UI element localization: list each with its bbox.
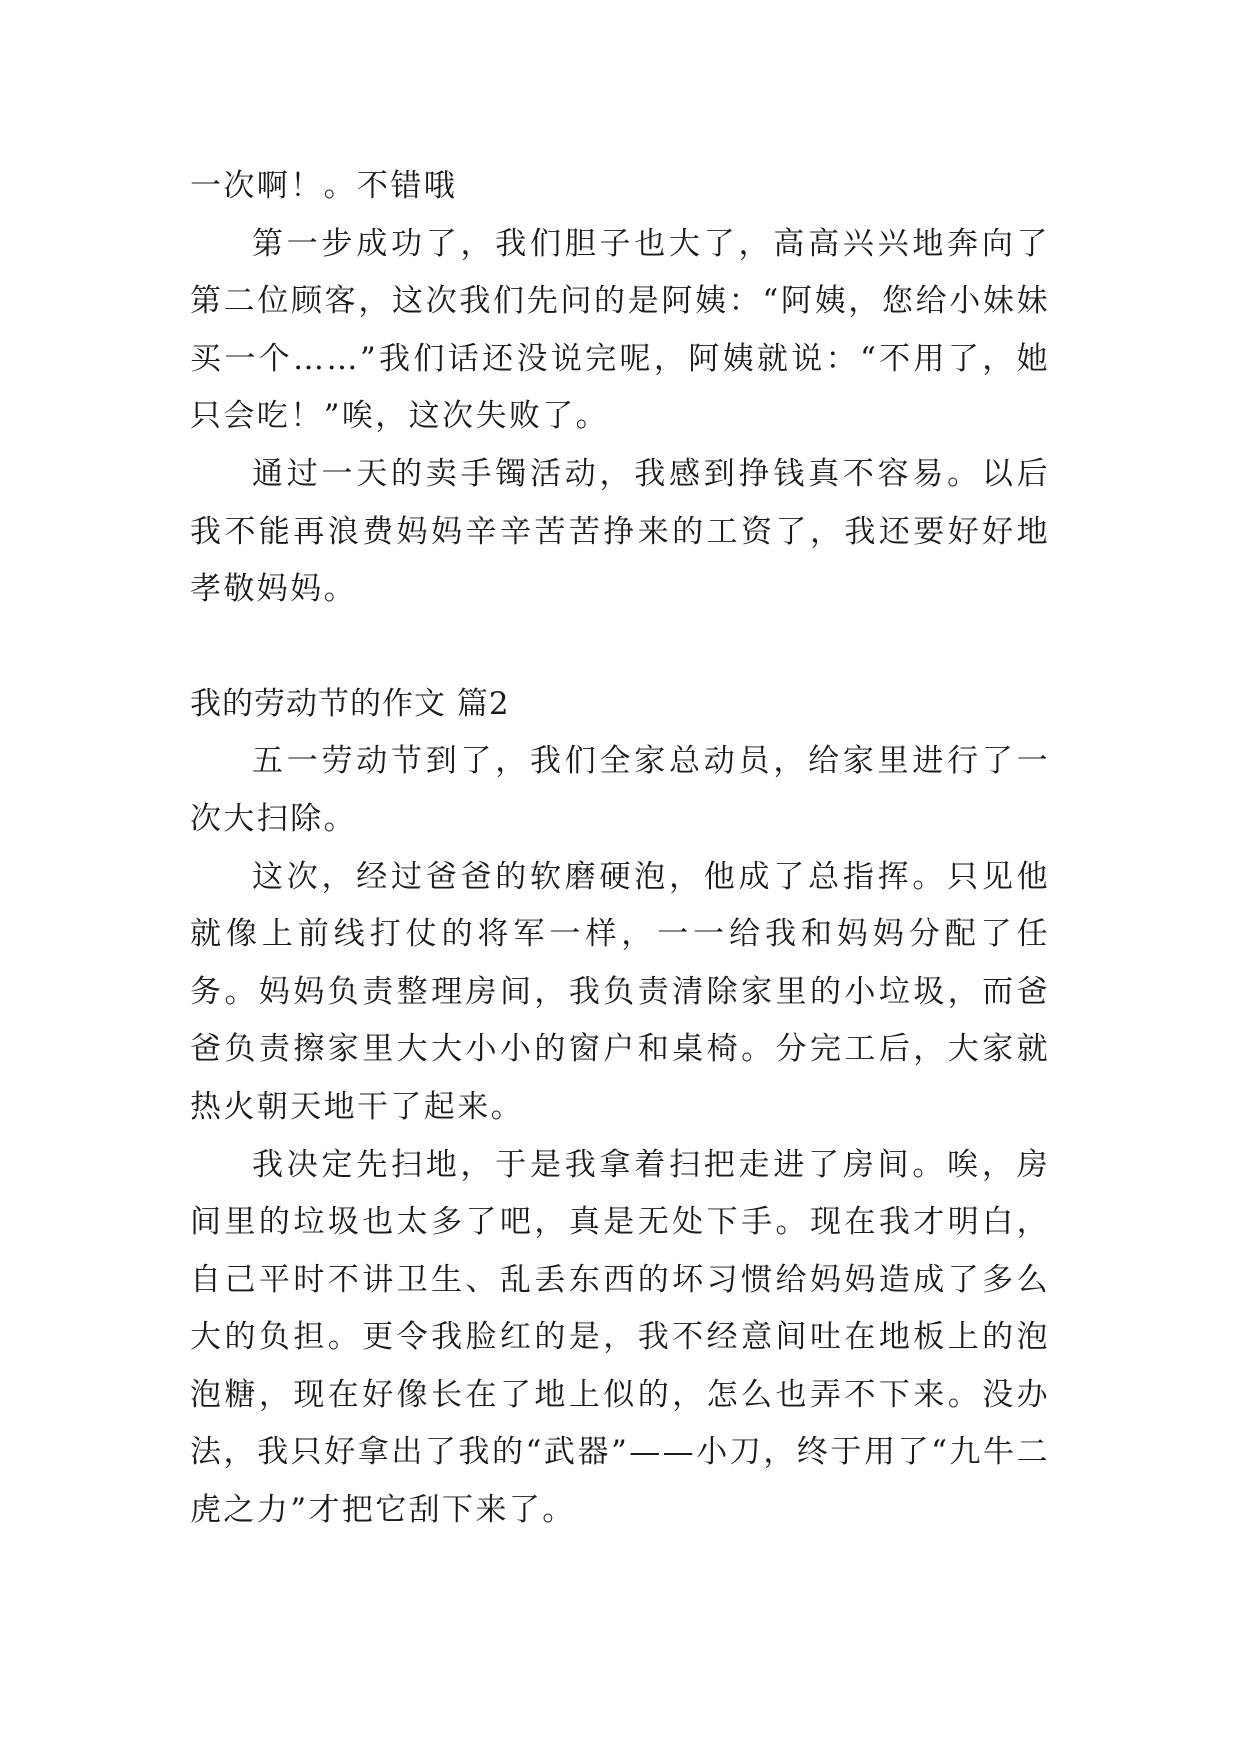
- paragraph-continuation: 一次啊！。不错哦: [190, 168, 458, 204]
- document-body: [190, 158, 1050, 1540]
- section-title: 我的劳动节的作文 篇2: [190, 685, 510, 722]
- paragraph: 这次，经过爸爸的软磨硬泡，他成了总指挥。只见他就像上前线打仗的将军一样，一一给我和妈妈分配了任务。妈妈负责整理房间，我负责清除家里的小垃圾，而爸爸负责擦家里大大小小的窗户和桌椅。分完工后，大家就热火朝天地干了起来。: [190, 858, 1050, 1125]
- paragraph: 我决定先扫地，于是我拿着扫把走进了房间。唉，房间里的垃圾也太多了吧，真是无处下手。现在我才明白，自己平时不讲卫生、乱丢东西的坏习惯给妈妈造成了多么大的负担。更令我脸红的是，我不经意间吐在地板上的泡泡糖，现在好像长在了地上似的，怎么也弄不下来。没办法，我只好拿出了我的“武器”——小刀，终于用了“九牛二虎之力”才把它刮下来了。: [190, 1146, 1050, 1529]
- paragraph: 通过一天的卖手镯活动，我感到挣钱真不容易。以后我不能再浪费妈妈辛辛苦苦挣来的工资了，我还要好好地孝敬妈妈。: [190, 455, 1050, 608]
- paragraph: 五一劳动节到了，我们全家总动员，给家里进行了一次大扫除。: [190, 743, 1050, 837]
- paragraph: 第一步成功了，我们胆子也大了，高高兴兴地奔向了第二位顾客，这次我们先问的是阿姨：“阿姨，您给小妹妹买一个……”我们话还没说完呢，阿姨就说：“不用了，她只会吃！”唉，这次失败了。: [190, 225, 1050, 435]
